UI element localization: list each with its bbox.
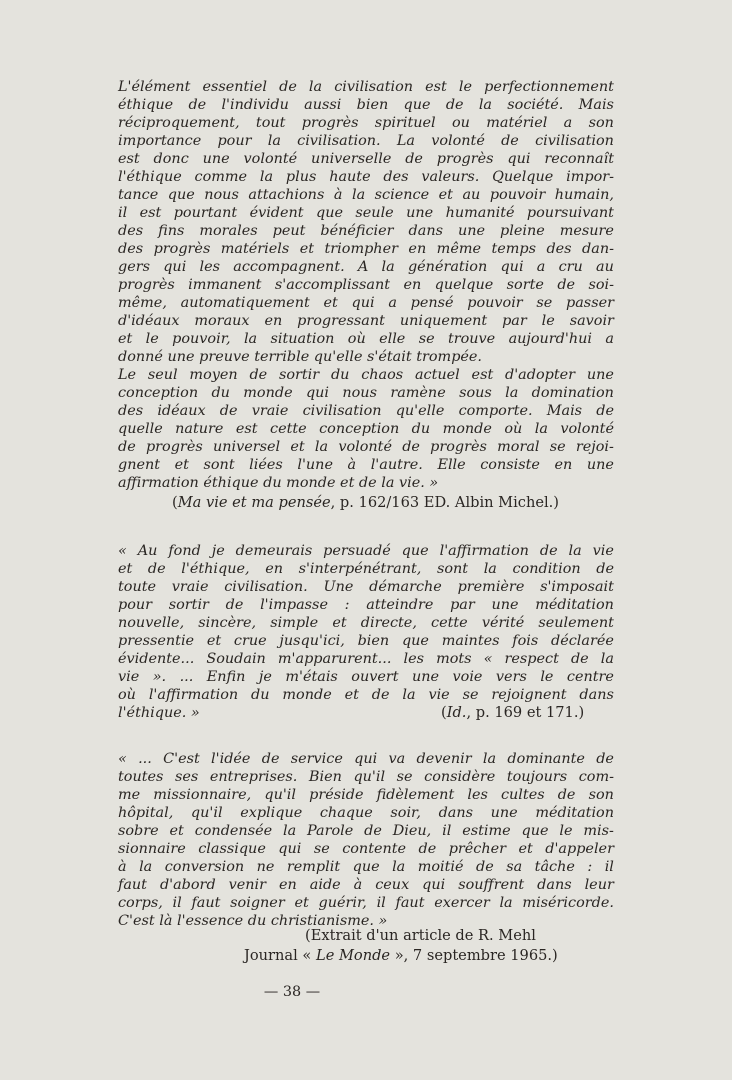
text-line: des fins morales peut bénéficier dans une pleine mesure — [118, 223, 614, 239]
reference-prefix: Journal « — [244, 947, 316, 964]
reference-details: , p. 169 et 171.) — [466, 704, 585, 721]
text-line: sobre et condensée la Parole de Dieu, il estime que le mis- — [118, 823, 614, 839]
text-line: nouvelle, sincère, simple et directe, cette vérité seulement — [118, 615, 614, 631]
text-line: toutes ses entreprises. Bien qu'il se considère toujours com- — [118, 769, 614, 785]
text-line: corps, il faut soigner et guérir, il faut exercer la miséricorde. — [118, 895, 614, 911]
text-line: réciproquement, tout progrès spirituel ou matériel a son — [118, 115, 614, 131]
text-line: pressentie et crue jusqu'ici, bien que maintes fois déclarée — [118, 633, 614, 649]
text-line: toute vraie civilisation. Une démarche première s'imposait — [118, 579, 614, 595]
text-line: des progrès matériels et triompher en même temps des dan- — [118, 241, 614, 257]
text-line: affirmation éthique du monde et de la vie. » — [118, 475, 439, 491]
text-line: tance que nous attachions à la science et au pouvoir humain, — [118, 187, 614, 203]
text-line: L'élément essentiel de la civilisation est le perfectionnement — [118, 79, 614, 95]
text-line: des idéaux de vraie civilisation qu'elle comporte. Mais de — [118, 403, 614, 419]
text-line: faut d'abord venir en aide à ceux qui souffrent dans leur — [118, 877, 614, 893]
reference-mehl-line1: (Extrait d'un article de R. Mehl — [305, 927, 536, 944]
text-line: « ... C'est l'idée de service qui va devenir la dominante de — [118, 751, 614, 767]
reference-ma-vie — [172, 494, 559, 512]
text-line: pour sortir de l'impasse : atteindre par une méditation — [118, 597, 614, 613]
quote-affirmation-vie — [118, 542, 614, 704]
reference-open-paren: ( — [441, 704, 447, 721]
text-line: importance pour la civilisation. La volonté de civilisation — [118, 133, 614, 149]
quote-last-line: l'éthique. » — [118, 705, 200, 721]
text-line: à la conversion ne remplit que la moitié de sa tâche : il — [118, 859, 614, 875]
text-line: progrès immanent s'accomplissant en quelque sorte de soi- — [118, 277, 614, 293]
text-line: l'éthique comme la plus haute des valeurs. Quelque impor- — [118, 169, 614, 185]
reference-title: Le Monde — [316, 947, 391, 964]
reference-mehl-line2 — [244, 947, 558, 965]
quote-line — [118, 704, 318, 722]
reference-details: , p. 162/163 ED. Albin Michel.) — [330, 494, 559, 511]
text-line: hôpital, qu'il explique chaque soir, dans une méditation — [118, 805, 614, 821]
text-line: donné une preuve terrible qu'elle s'était trompée. — [118, 349, 483, 365]
text-line: conception du monde qui nous ramène sous la domination — [118, 385, 614, 401]
reference-id — [441, 704, 584, 722]
text-line: de progrès universel et la volonté de progrès moral se rejoi- — [118, 439, 614, 455]
text-line: gers qui les accompagnent. A la génération qui a cru au — [118, 259, 614, 275]
quote-last-line: C'est là l'essence du christianisme. » — [118, 913, 388, 929]
text-line: quelle nature est cette conception du monde où la volonté — [118, 421, 614, 437]
paragraph-conception-du-monde — [118, 366, 614, 492]
text-line: et le pouvoir, la situation où elle se trouve aujourd'hui a — [118, 331, 614, 347]
text-line: gnent et sont liées l'une à l'autre. Elle consiste en une — [118, 457, 614, 473]
text-line: il est pourtant évident que seule une humanité poursuivant — [118, 205, 614, 221]
reference-title: Ma vie et ma pensée — [177, 494, 331, 511]
text-line: évidente... Soudain m'apparurent... les mots « respect de la — [118, 651, 614, 667]
text-line: où l'affirmation du monde et de la vie se rejoignent dans — [118, 687, 614, 703]
reference-details: », 7 septembre 1965.) — [390, 947, 558, 964]
text-line: et de l'éthique, en s'interpénétrant, sont la condition de — [118, 561, 614, 577]
reference-title: Id. — [446, 704, 467, 721]
text-line: même, automatiquement et qui a pensé pouvoir se passer — [118, 295, 614, 311]
text-line: sionnaire classique qui se contente de prêcher et d'appeler — [118, 841, 614, 857]
text-line: d'idéaux moraux en progressant uniquement par le savoir — [118, 313, 614, 329]
text-line: « Au fond je demeurais persuadé que l'affirmation de la vie — [118, 543, 614, 559]
quote-mehl — [118, 750, 614, 912]
text-line: vie ». ... Enfin je m'étais ouvert une voie vers le centre — [118, 669, 614, 685]
paragraph-civilisation — [118, 78, 614, 366]
text-line: est donc une volonté universelle de progrès qui reconnaît — [118, 151, 614, 167]
page-number: — 38 — — [263, 984, 321, 1000]
text-line: Le seul moyen de sortir du chaos actuel est d'adopter une — [118, 367, 614, 383]
text-line: me missionnaire, qu'il préside fidèlement les cultes de son — [118, 787, 614, 803]
reference-open-paren: ( — [172, 494, 178, 511]
text-line: éthique de l'individu aussi bien que de la société. Mais — [118, 97, 614, 113]
